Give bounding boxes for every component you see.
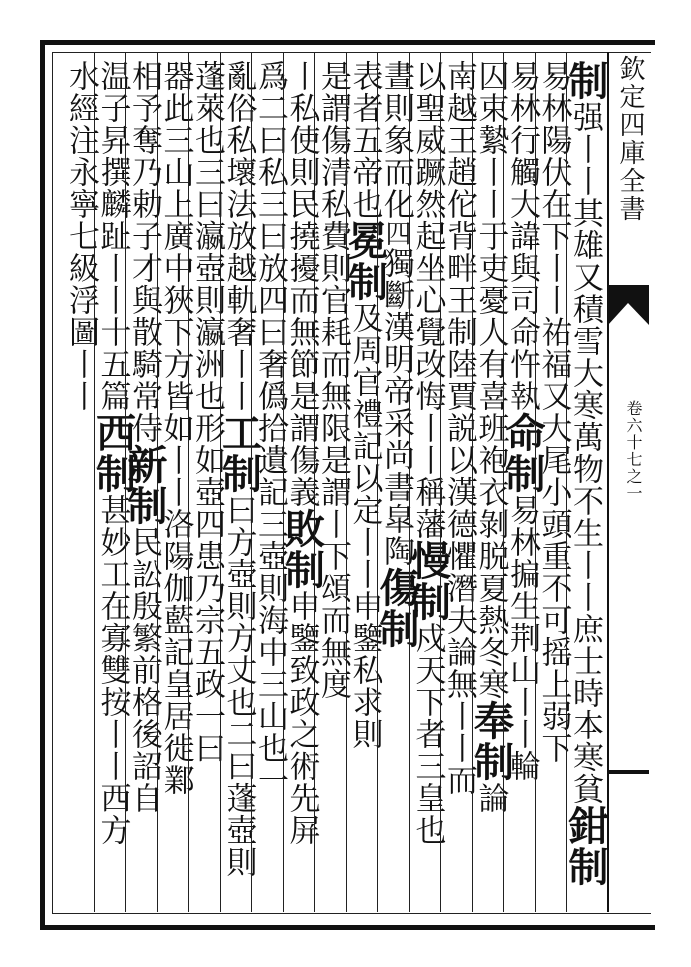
column-text: 論 xyxy=(472,782,509,814)
entry-heading: 慢制 xyxy=(404,540,452,622)
book-title: 欽定四庫全書 xyxy=(615,55,645,223)
column-rule xyxy=(535,52,536,912)
column-text: 水經注永寧七級浮圖丨丨 xyxy=(63,60,99,412)
column-text: 洛陽伽藍記皇居徙鄴 xyxy=(157,508,194,796)
column-rule xyxy=(314,52,315,912)
entry-heading: 鉗制 xyxy=(562,805,609,887)
column-rule xyxy=(283,52,284,912)
entry-heading: 命制 xyxy=(499,412,546,494)
column-rule xyxy=(472,52,473,912)
column-rule xyxy=(377,52,378,912)
column-text: 器此三山上廣中狹下方皆如丨丨 xyxy=(157,60,194,508)
column-text: 爲二曰私三曰放四曰奢僞 xyxy=(252,60,288,412)
column-text: 丨私使則民撓擾而無節是謂傷義 xyxy=(283,60,320,508)
inline-note: 四 xyxy=(381,220,411,247)
column-text: 表者五帝也 xyxy=(346,60,383,220)
column-text: 易林揙生荆山丨丨輪 xyxy=(504,494,540,782)
column-rule xyxy=(157,52,158,912)
entry-heading: 奉制 xyxy=(467,700,515,782)
column-text: 拾遺記三壺則海中三山也一 xyxy=(252,412,288,796)
column-text: 以聖威蹶然起坐心覺改悔丨丨稱藩 xyxy=(409,60,446,540)
column-rule xyxy=(566,52,567,912)
entry-heading: 冕制 xyxy=(341,220,389,302)
volume-number: 卷六十七之一 xyxy=(624,400,643,502)
column-text: 强丨丨其雄又積雪大寒萬物不生丨丨庶士時本寒貧 xyxy=(567,101,603,805)
column-text: 四患乃宗五政一曰 xyxy=(189,508,225,764)
column-text: 戍天下者三皇也 xyxy=(409,622,446,846)
column-text: 亂俗私壞法放越軌奢丨丨 xyxy=(220,60,257,412)
text-column xyxy=(61,60,101,412)
column-text: 囚束縶丨丨于吏憂人有喜 xyxy=(472,60,509,412)
column-rule xyxy=(125,52,126,912)
column-text: 及周官禮記以定丨丨 xyxy=(346,302,383,590)
column-text: 申鑒私求則 xyxy=(346,590,383,750)
column-text: 南越王趙佗背畔王制陸賈説以漢德懼 xyxy=(441,60,477,572)
column-rule xyxy=(251,52,252,912)
column-text: 獨斷漢明帝采尚書皐陶 xyxy=(378,247,414,567)
column-text: 易林陽伏在下丨丨祐福又大尾小頭重不可摇上弱下 xyxy=(535,60,572,764)
entry-heading: 制 xyxy=(562,60,609,101)
column-text: 甚妙工在寡雙按丨丨西方 xyxy=(94,494,131,846)
entry-heading: 傷制 xyxy=(373,567,420,649)
entry-heading: 工制 xyxy=(215,412,263,494)
entry-heading: 新制 xyxy=(121,444,168,526)
column-rule xyxy=(440,52,441,912)
column-text: 民訟殷繁前格後詔自 xyxy=(126,526,162,814)
column-text: 晝則象而化 xyxy=(378,60,414,220)
column-rule xyxy=(220,52,221,912)
column-text: 曰方壺則方丈也二曰蓬壺則 xyxy=(220,494,257,878)
column-rule xyxy=(188,52,189,912)
column-text: 是謂傷清私費則官耗而無限是謂丨 xyxy=(315,60,351,540)
column-text: 下頌而無度 xyxy=(315,540,351,700)
column-text: 相予奪乃勅子才與散騎常侍 xyxy=(126,60,162,444)
column-rule xyxy=(409,52,410,912)
entry-heading: 敗制 xyxy=(278,508,326,590)
column-text: 蓬萊也三曰瀛壺則瀛洲也形如壺 xyxy=(189,60,225,508)
bottom-mark-icon xyxy=(608,770,649,790)
column-text: 温子昇撰麟趾丨丨十五篇 xyxy=(94,60,131,412)
column-rule xyxy=(94,52,95,912)
column-text: 申鑒致政之術先屏 xyxy=(283,590,320,846)
column-text: 易林行觸大諱與司命忤執 xyxy=(504,60,540,412)
column-rule xyxy=(503,52,504,912)
column-text: 班袍衣剝脱夏熱冬寒 xyxy=(472,412,509,700)
entry-heading: 西制 xyxy=(89,412,137,494)
fish-tail-mark-icon xyxy=(608,285,649,325)
column-text: 潛夫論無丨丨而 xyxy=(441,572,477,796)
column-rule xyxy=(346,52,347,912)
